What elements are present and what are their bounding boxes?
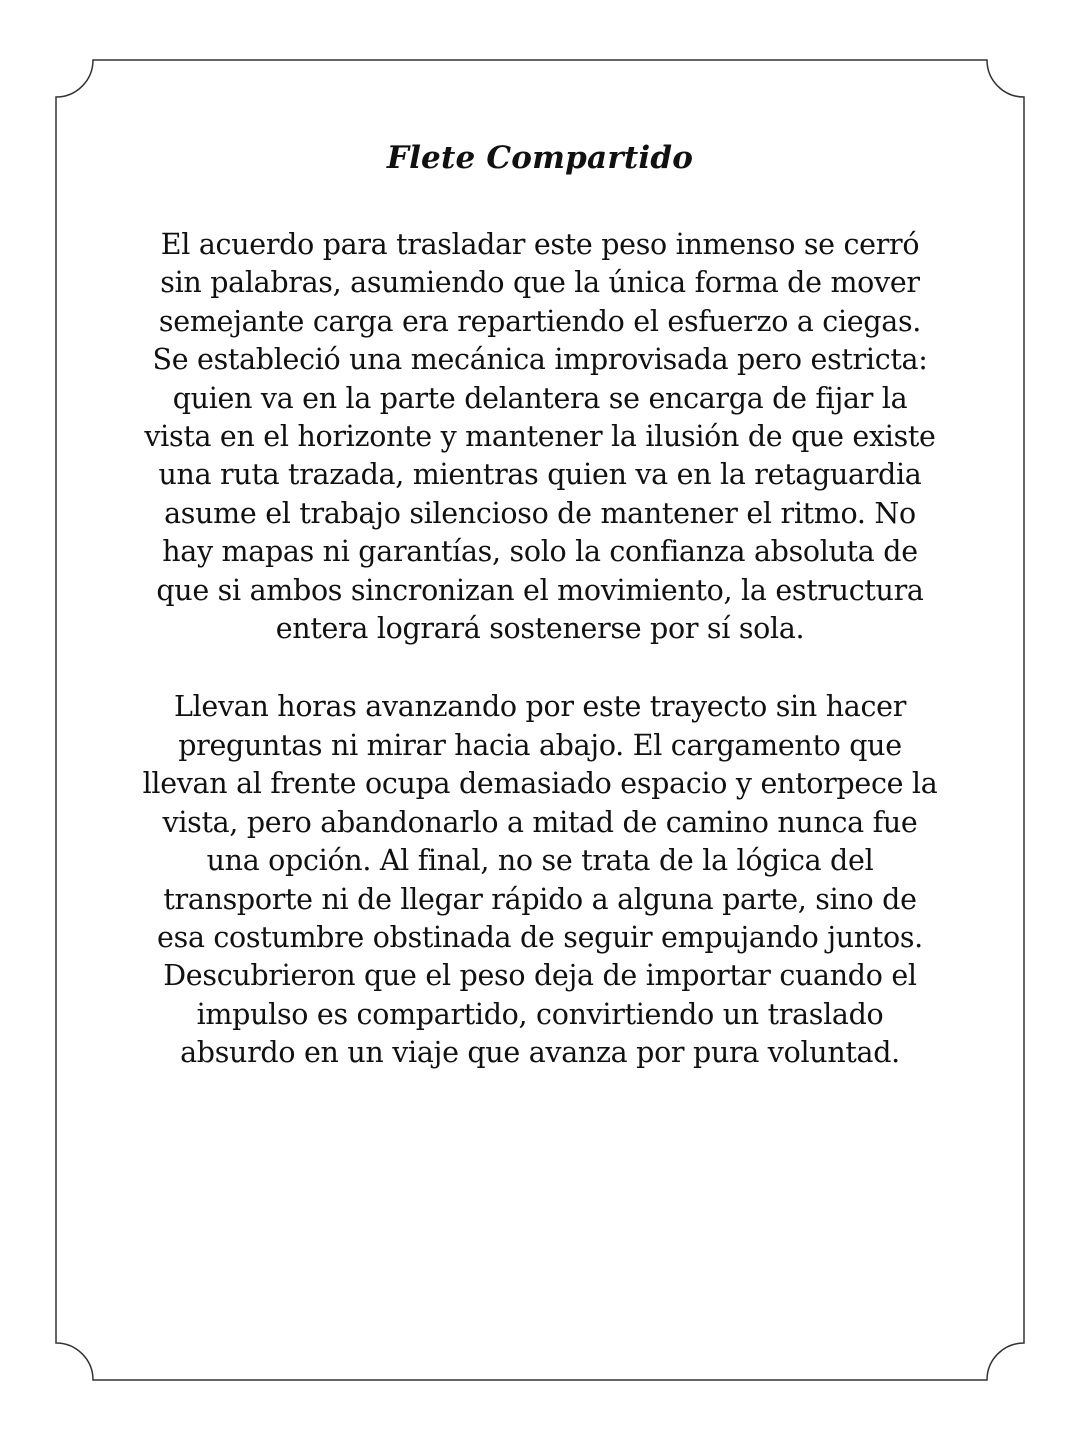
paragraph-2: Llevan horas avanzando por este trayecto sin hacer preguntas ni mirar hacia abajo. El cargamento que llevan al frente ocupa demasiado espacio y entorpece la vista, pero abandonarlo a mitad de camino nunca fue una opción. Al final, no se trata de la lógica del transporte ni de llegar rápido a alguna parte, sino de esa costumbre obstinada de seguir empujando juntos. Descubrieron que el peso deja de importar cuando el impulso es compartido, convirtiendo un traslado absurdo en un viaje que avanza por pura voluntad. bbox=[142, 690, 938, 1070]
document-page bbox=[130, 130, 950, 1113]
paragraph-1: El acuerdo para trasladar este peso inmenso se cerró sin palabras, asumiendo que la única forma de mover semejante carga era repartiendo el esfuerzo a ciegas. Se estableció una mecánica improvisada pero estricta: quien va en la parte delantera se encarga de fijar la vista en el horizonte y mantener la ilusión de que existe una ruta trazada, mientras quien va en la retaguardia asume el trabajo silencioso de mantener el ritmo. No hay mapas ni garantías, solo la confianza absoluta de que si ambos sincronizan el movimiento, la estructura entera logrará sostenerse por sí sola. bbox=[144, 228, 936, 646]
document-title: Flete Compartido bbox=[386, 140, 694, 176]
